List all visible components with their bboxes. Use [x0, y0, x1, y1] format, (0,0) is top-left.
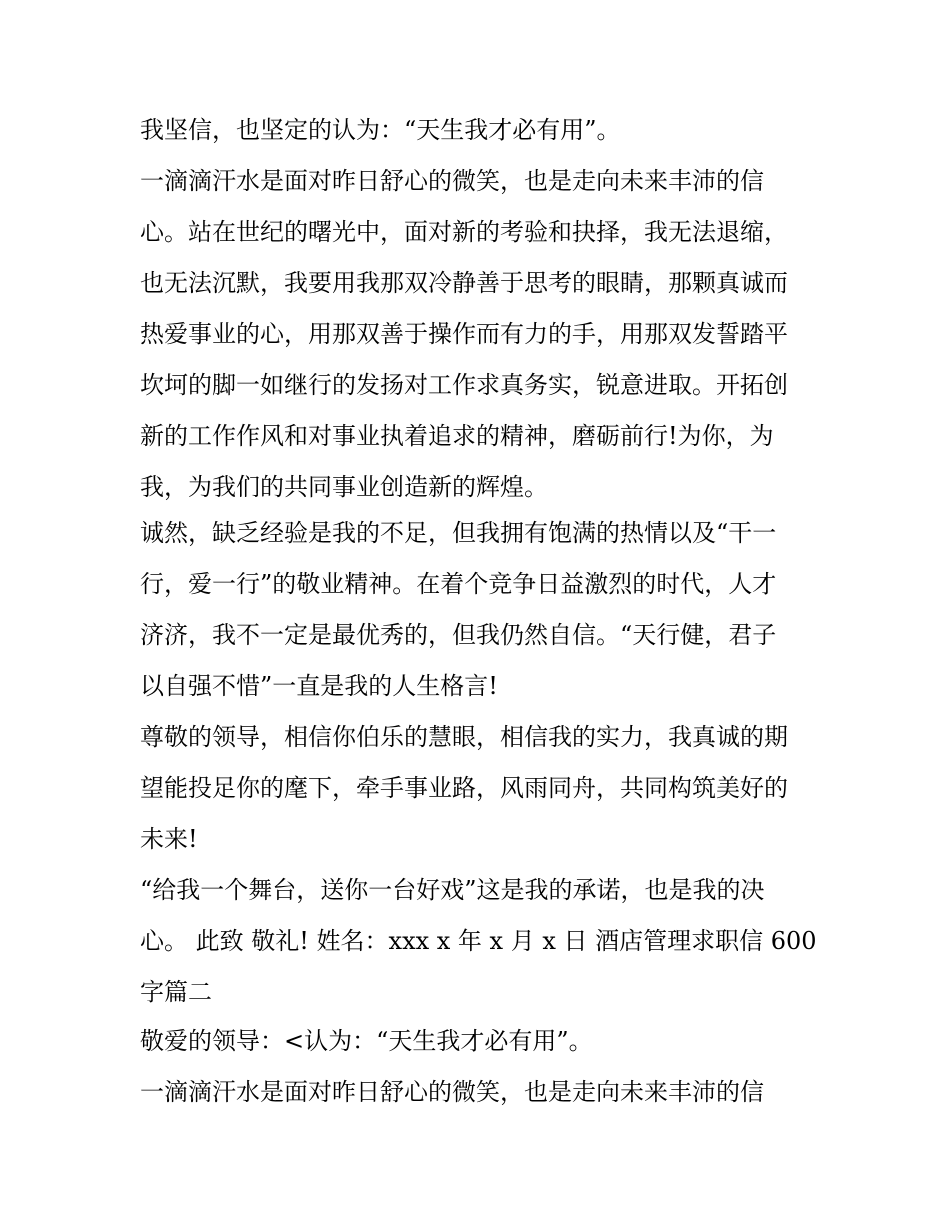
text-line: 心。 此致 敬礼! 姓名：xxx x 年 x 月 x 日 酒店管理求职信 600	[140, 927, 817, 955]
text-line: “给我一个舞台，送你一台好戏”这是我的承诺，也是我的决	[140, 876, 765, 904]
text-line: 心。站在世纪的曙光中，面对新的考验和抉择，我无法退缩，	[140, 218, 788, 246]
text-line: 新的工作作风和对事业执着追求的精神，磨砺前行!为你，为	[140, 422, 774, 450]
text-line: 望能投足你的麾下，牵手事业路，风雨同舟，共同构筑美好的	[140, 774, 788, 802]
text-line: 也无法沉默，我要用我那双冷静善于思考的眼睛，那颗真诚而	[140, 269, 788, 297]
text-line: 行，爱一行”的敬业精神。在着个竞争日益激烈的时代，人才	[140, 570, 777, 598]
text-line: 字篇二	[140, 978, 212, 1006]
text-line: 我，为我们的共同事业创造新的辉煌。	[140, 473, 548, 501]
text-line: 一滴滴汗水是面对昨日舒心的微笑，也是走向未来丰沛的信	[140, 167, 764, 195]
text-line: 尊敬的领导，相信你伯乐的慧眼，相信我的实力，我真诚的期	[140, 723, 788, 751]
text-line: 敬爱的领导：<认为：“天生我才必有用”。	[140, 1027, 593, 1055]
text-line: 诚然，缺乏经验是我的不足，但我拥有饱满的热情以及“干一	[140, 519, 777, 547]
text-line: 以自强不惜”一直是我的人生格言!	[140, 672, 498, 700]
text-line: 一滴滴汗水是面对昨日舒心的微笑，也是走向未来丰沛的信	[140, 1078, 764, 1106]
text-line: 济济，我不一定是最优秀的，但我仍然自信。“天行健，君子	[140, 621, 777, 649]
text-line: 坎坷的脚一如继行的发扬对工作求真务实，锐意进取。开拓创	[140, 371, 788, 399]
text-line: 我坚信，也坚定的认为：“天生我才必有用”。	[140, 116, 621, 144]
text-line: 热爱事业的心，用那双善于操作而有力的手，用那双发誓踏平	[140, 320, 788, 348]
text-line: 未来!	[140, 825, 198, 853]
